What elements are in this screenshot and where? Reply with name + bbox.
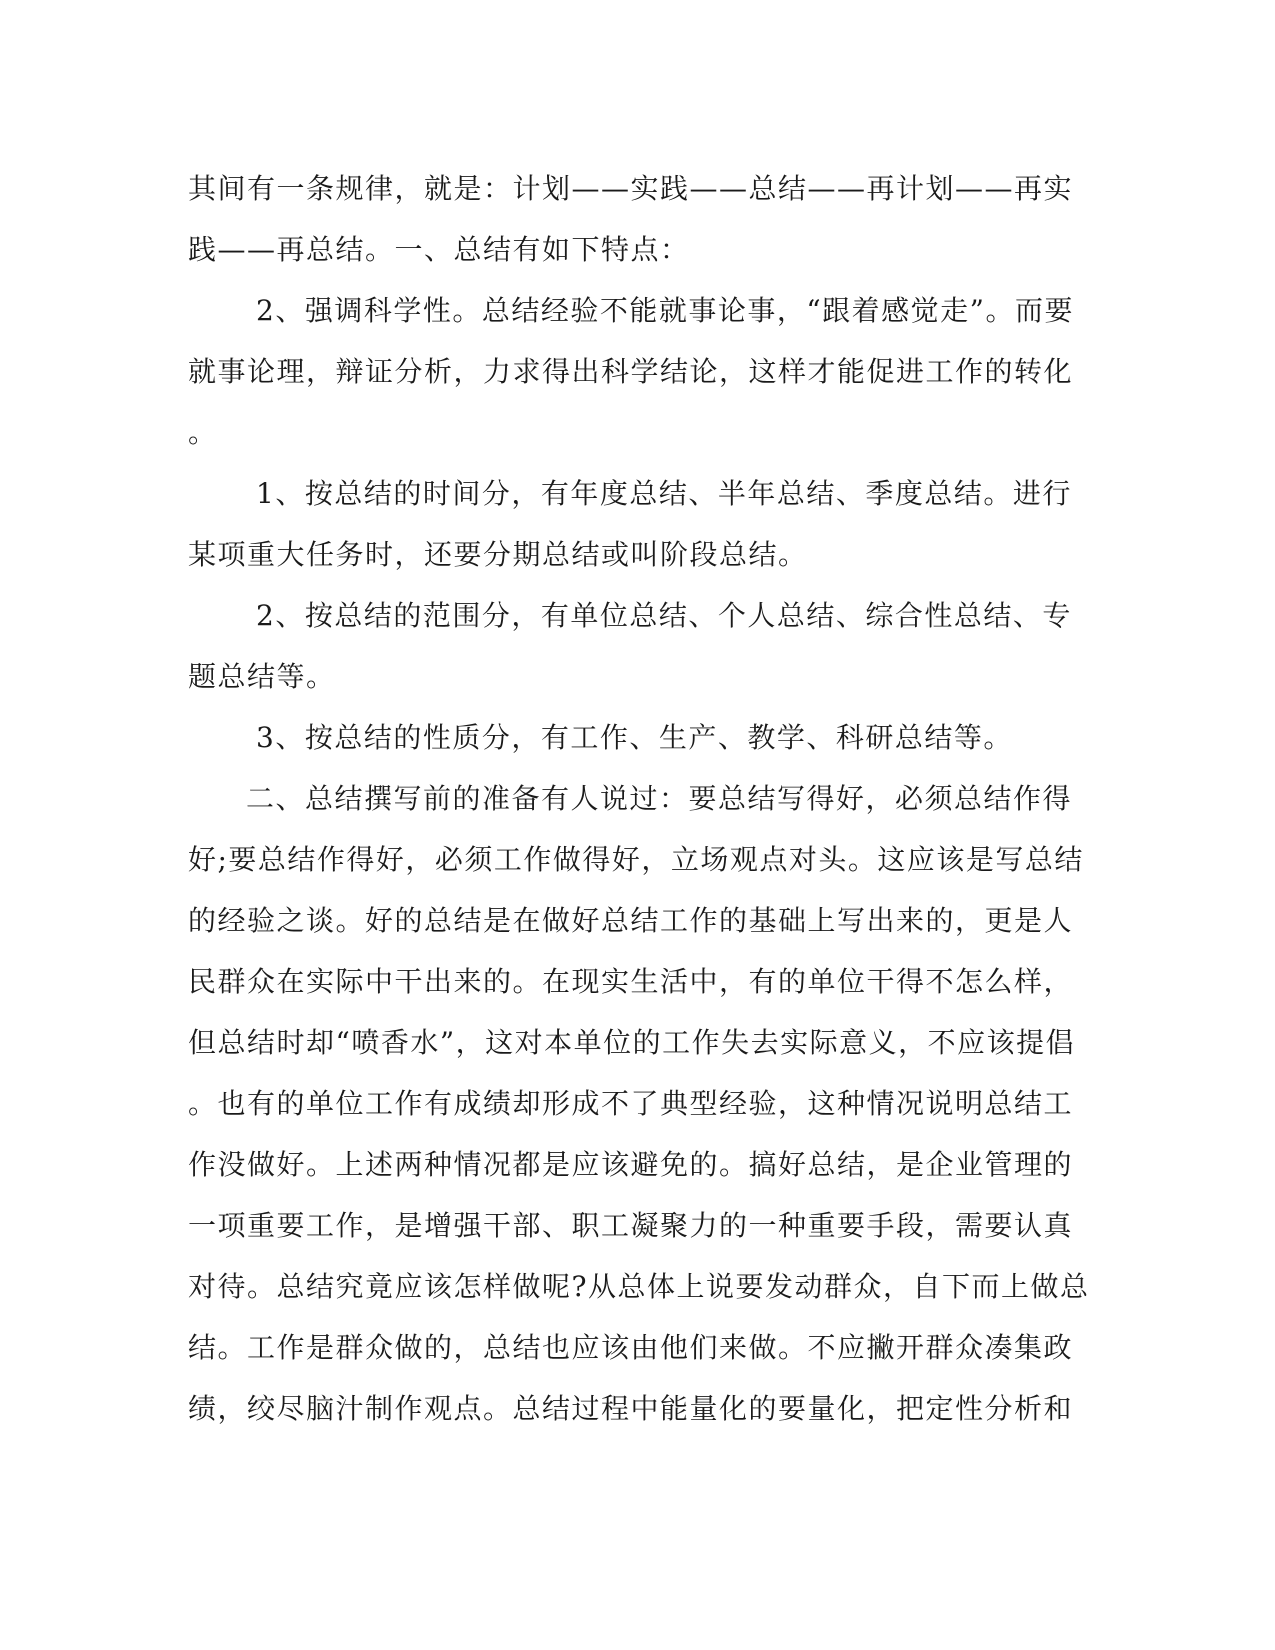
text-line: 作没做好。上述两种情况都是应该避免的。搞好总结，是企业管理的 (188, 1148, 1074, 1181)
text-line: 一项重要工作，是增强干部、职工凝聚力的一种重要手段，需要认真 (188, 1209, 1074, 1242)
text-line: 其间有一条规律，就是：计划——实践——总结——再计划——再实 (188, 172, 1074, 205)
paragraph-start-line: 3、按总结的性质分，有工作、生产、教学、科研总结等。 (256, 721, 1013, 754)
text-line: 某项重大任务时，还要分期总结或叫阶段总结。 (188, 538, 808, 571)
text-line: 民群众在实际中干出来的。在现实生活中，有的单位干得不怎么样， (188, 965, 1074, 998)
text-line: 的经验之谈。好的总结是在做好总结工作的基础上写出来的，更是人 (188, 904, 1074, 937)
document-body (188, 158, 1090, 1439)
text-line: 题总结等。 (188, 660, 336, 693)
text-line: 绩，绞尽脑汁制作观点。总结过程中能量化的要量化，把定性分析和 (188, 1392, 1074, 1425)
text-line: 结。工作是群众做的，总结也应该由他们来做。不应撇开群众凑集政 (188, 1331, 1074, 1364)
text-line: 好;要总结作得好，必须工作做得好，立场观点对头。这应该是写总结 (188, 843, 1084, 876)
text-line: 就事论理，辩证分析，力求得出科学结论，这样才能促进工作的转化 (188, 355, 1074, 388)
paragraph-start-line: 2、按总结的范围分，有单位总结、个人总结、综合性总结、专 (256, 599, 1072, 632)
text-line: 但总结时却“喷香水”，这对本单位的工作失去实际意义，不应该提倡 (188, 1026, 1076, 1059)
text-line: 对待。总结究竟应该怎样做呢?从总体上说要发动群众，自下而上做总 (188, 1270, 1090, 1303)
text-line: 。 (188, 416, 218, 449)
text-line: 践——再总结。一、总结有如下特点： (188, 233, 690, 266)
paragraph-start-line: 2、强调科学性。总结经验不能就事论事，“跟着感觉走”。而要 (256, 294, 1074, 327)
paragraph-start-line: 二、总结撰写前的准备有人说过：要总结写得好，必须总结作得 (246, 782, 1073, 815)
text-line: 。也有的单位工作有成绩却形成不了典型经验，这种情况说明总结工 (188, 1087, 1074, 1120)
paragraph-start-line: 1、按总结的时间分，有年度总结、半年总结、季度总结。进行 (256, 477, 1072, 510)
